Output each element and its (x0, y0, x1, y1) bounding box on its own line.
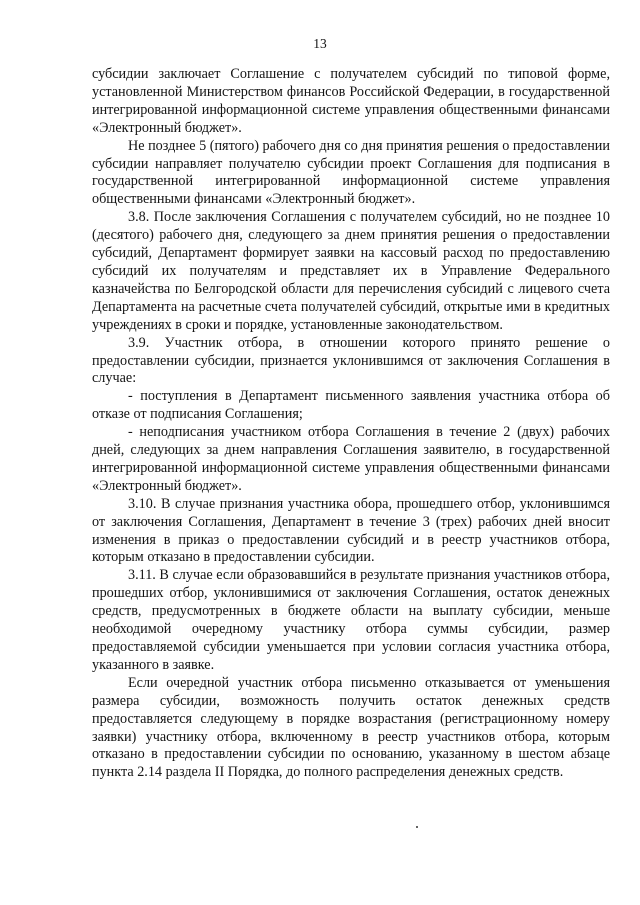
page-body (92, 66, 610, 782)
paragraph-3-10: 3.10. В случае признания участника обора, прошедшего отбор, уклонившимся от заключения Соглашения, Департамент в течение 3 (трех) рабочих дней вносит изменения в приказ о предоставлении субсидий и в реестр участников отбора, которым отказано в предоставлении субсидии. (92, 495, 610, 566)
paragraph-3-8: 3.8. После заключения Соглашения с получателем субсидий, но не позднее 10 (десятого) рабочего дня, следующего за днем принятия решения о предоставлении субсидий, Департамент формирует заявки на кассовый расход по предоставлению субсидий их получателям и представляет их в Управление Федерального казначейства по Белгородской области для перечисления субсидий с лицевого счета Департамента на расчетные счета получателей субсидий, открытые ими в кредитных учреждениях в сроки и порядке, установленные законодательством. (92, 209, 610, 333)
list-item-non-signing: - неподписания участником отбора Соглашения в течение 2 (двух) рабочих дней, следующих за днем направления Соглашения заявителю, в государственной интегрированной информационной системе управления общественными финансами «Электронный бюджет». (92, 424, 610, 494)
paragraph-remaining-funds: Если очередной участник отбора письменно отказывается от уменьшения размера субсидии, возможность получить остаток денежных средств предоставляется следующему в порядке возрастания (регистрационному номеру заявки) участнику отбора, включенному в реестр участников отбора, которым отказано в предоставлении субсидии по основанию, указанному в шестом абзаце пункта 2.14 раздела II Порядка, до полного распределения денежных средств. (92, 674, 610, 781)
scan-speck (416, 826, 418, 828)
list-item-refusal-statement: - поступления в Департамент письменного заявления участника отбора об отказе от подписания Соглашения; (92, 388, 610, 423)
paragraph-3-9: 3.9. Участник отбора, в отношении которого принято решение о предоставлении субсидии, признается уклонившимся от заключения Соглашения в случае: (92, 334, 610, 387)
page-number: 13 (313, 36, 327, 51)
paragraph-3-11: 3.11. В случае если образовавшийся в результате признания участников отбора, прошедших отбор, уклонившимися от заключения Соглашения, остаток денежных средств, предусмотренных в бюджете области на выплату субсидии, меньше необходимой очередному участнику отбора суммы субсидии, размер предоставляемой субсидии уменьшается при условии согласия участника отбора, указанного в заявке. (92, 567, 610, 673)
paragraph-agreement-deadline: Не позднее 5 (пятого) рабочего дня со дня принятия решения о предоставлении субсидии направляет получателю субсидии проект Соглашения для подписания в государственной интегрированной информационной системе управления общественными финансами «Электронный бюджет». (92, 137, 610, 208)
paragraph-subsidy-agreement: субсидии заключает Соглашение с получателем субсидий по типовой форме, установленной Министерством финансов Российской Федерации, в государственной интегрированной информационной системе управления общественными финансами «Электронный бюджет». (92, 66, 610, 136)
